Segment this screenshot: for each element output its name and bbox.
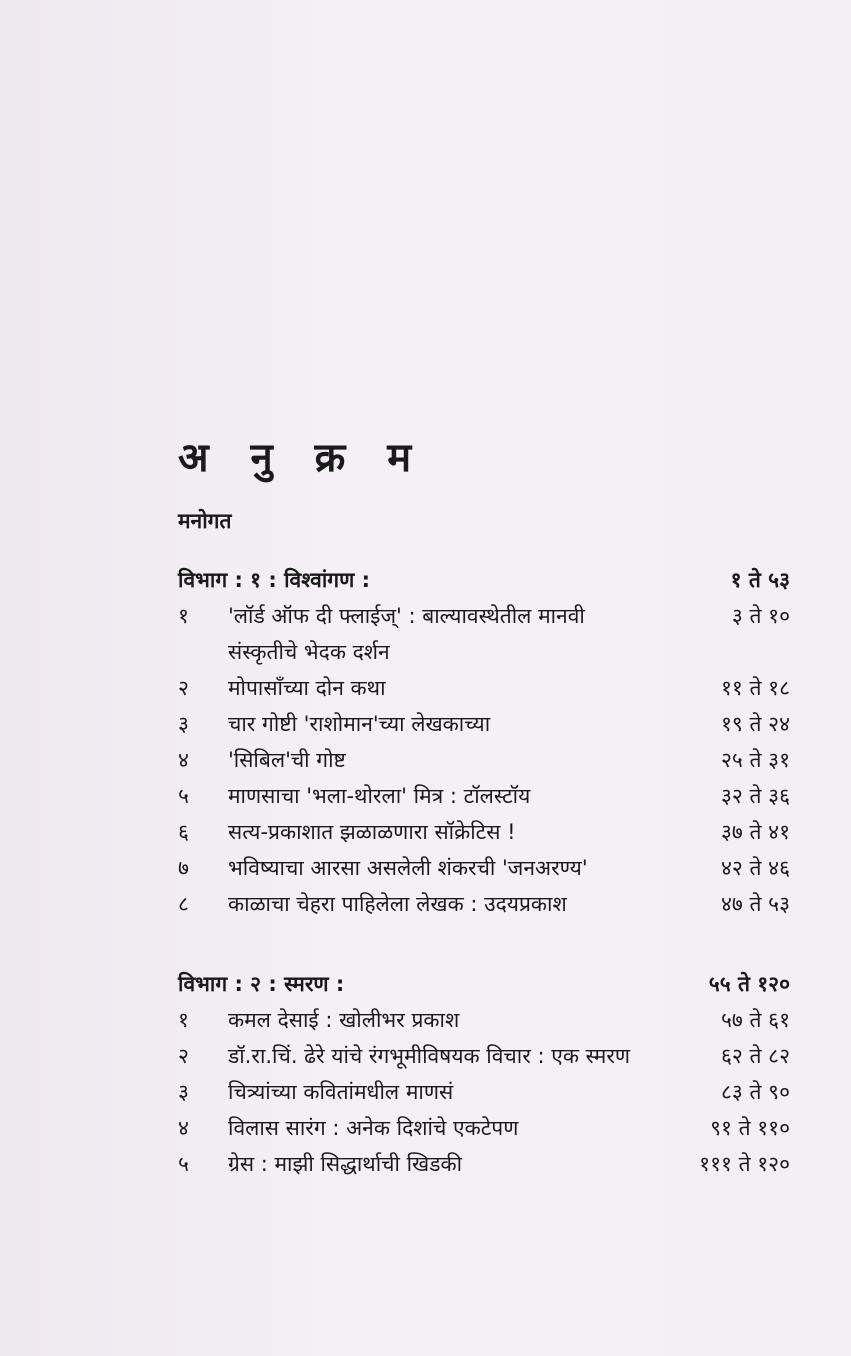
entry-pages: ३ ते १० [731,604,790,628]
entry-title: सत्य-प्रकाशात झळाळणारा सॉक्रेटिस ! [228,820,516,844]
section-2 [178,970,790,1186]
entry-number: ४ [178,1116,189,1140]
entry-title: विलास सारंग : अनेक दिशांचे एकटेपण [228,1116,519,1140]
entry-number: ५ [178,784,189,808]
entry-number: ८ [178,892,189,916]
entry-number: ४ [178,748,189,772]
toc-entry [178,1078,790,1114]
preface-entry: मनोगत [178,509,232,533]
entry-number: १ [178,604,189,628]
section-1 [178,566,790,926]
toc-entry [178,854,790,890]
entry-title-line-2: संस्कृतीचे भेदक दर्शन [228,640,390,664]
entry-number: ३ [178,1080,189,1104]
entry-pages: ३२ ते ३६ [720,784,790,808]
entry-pages: १११ ते १२० [699,1152,790,1176]
entry-number: ६ [178,820,189,844]
entry-number: २ [178,1044,189,1068]
toc-entry [178,890,790,926]
entry-pages: २५ ते ३१ [720,748,790,772]
toc-entry [178,782,790,818]
entry-pages: ८३ ते ९० [720,1080,790,1104]
toc-entry [178,818,790,854]
entry-title: डॉ.रा.चिं. ढेरे यांचे रंगभूमीविषयक विचार : एक स्मरण [228,1044,631,1068]
toc-entry [178,710,790,746]
toc-entry [178,1114,790,1150]
entry-title: काळाचा चेहरा पाहिलेला लेखक : उदयप्रकाश [228,892,567,916]
entry-pages: ११ ते १८ [720,676,790,700]
entry-pages: ६२ ते ८२ [720,1044,790,1068]
entry-title: भविष्याचा आरसा असलेली शंकरची 'जनअरण्य' [228,856,588,880]
entry-title: चित्र्यांच्या कवितांमधील माणसं [228,1080,454,1104]
entry-title: माणसाचा 'भला-थोरला' मित्र : टॉलस्टॉय [228,784,531,808]
entry-title: मोपासाँच्या दोन कथा [228,676,386,700]
entry-number: १ [178,1008,189,1032]
toc-entry-continuation [178,638,790,674]
entry-pages: ५७ ते ६१ [720,1008,790,1032]
toc-entry [178,1150,790,1186]
entry-pages: ३७ ते ४१ [720,820,790,844]
toc-entry [178,674,790,710]
entry-title: चार गोष्टी 'राशोमान'च्या लेखकाच्या [228,712,491,736]
toc-entry [178,1042,790,1078]
entry-number: ३ [178,712,189,736]
section-title: विभाग : २ : स्मरण : [178,972,345,996]
entry-number: ७ [178,856,189,880]
entry-title: कमल देसाई : खोलीभर प्रकाश [228,1008,460,1032]
entry-title: 'लॉर्ड ऑफ दी फ्लाईज्' : बाल्यावस्थेतील मानवी [228,604,585,628]
toc-entry [178,602,790,638]
page-title: अ नु क्र म [178,435,426,481]
section-range: १ ते ५३ [730,568,790,592]
entry-pages: १९ ते २४ [720,712,790,736]
section-title: विभाग : १ : विश्वांगण : [178,568,370,592]
entry-title: 'सिबिल'ची गोष्ट [228,748,346,772]
toc-entry [178,746,790,782]
entry-number: ५ [178,1152,189,1176]
entry-pages: ९१ ते ११० [710,1116,790,1140]
section-heading [178,566,790,602]
section-range: ५५ ते १२० [708,972,790,996]
toc-entry [178,1006,790,1042]
entry-title: ग्रेस : माझी सिद्धार्थाची खिडकी [228,1152,463,1176]
entry-number: २ [178,676,189,700]
entry-pages: ४७ ते ५३ [720,892,790,916]
entry-pages: ४२ ते ४६ [720,856,790,880]
section-heading [178,970,790,1006]
